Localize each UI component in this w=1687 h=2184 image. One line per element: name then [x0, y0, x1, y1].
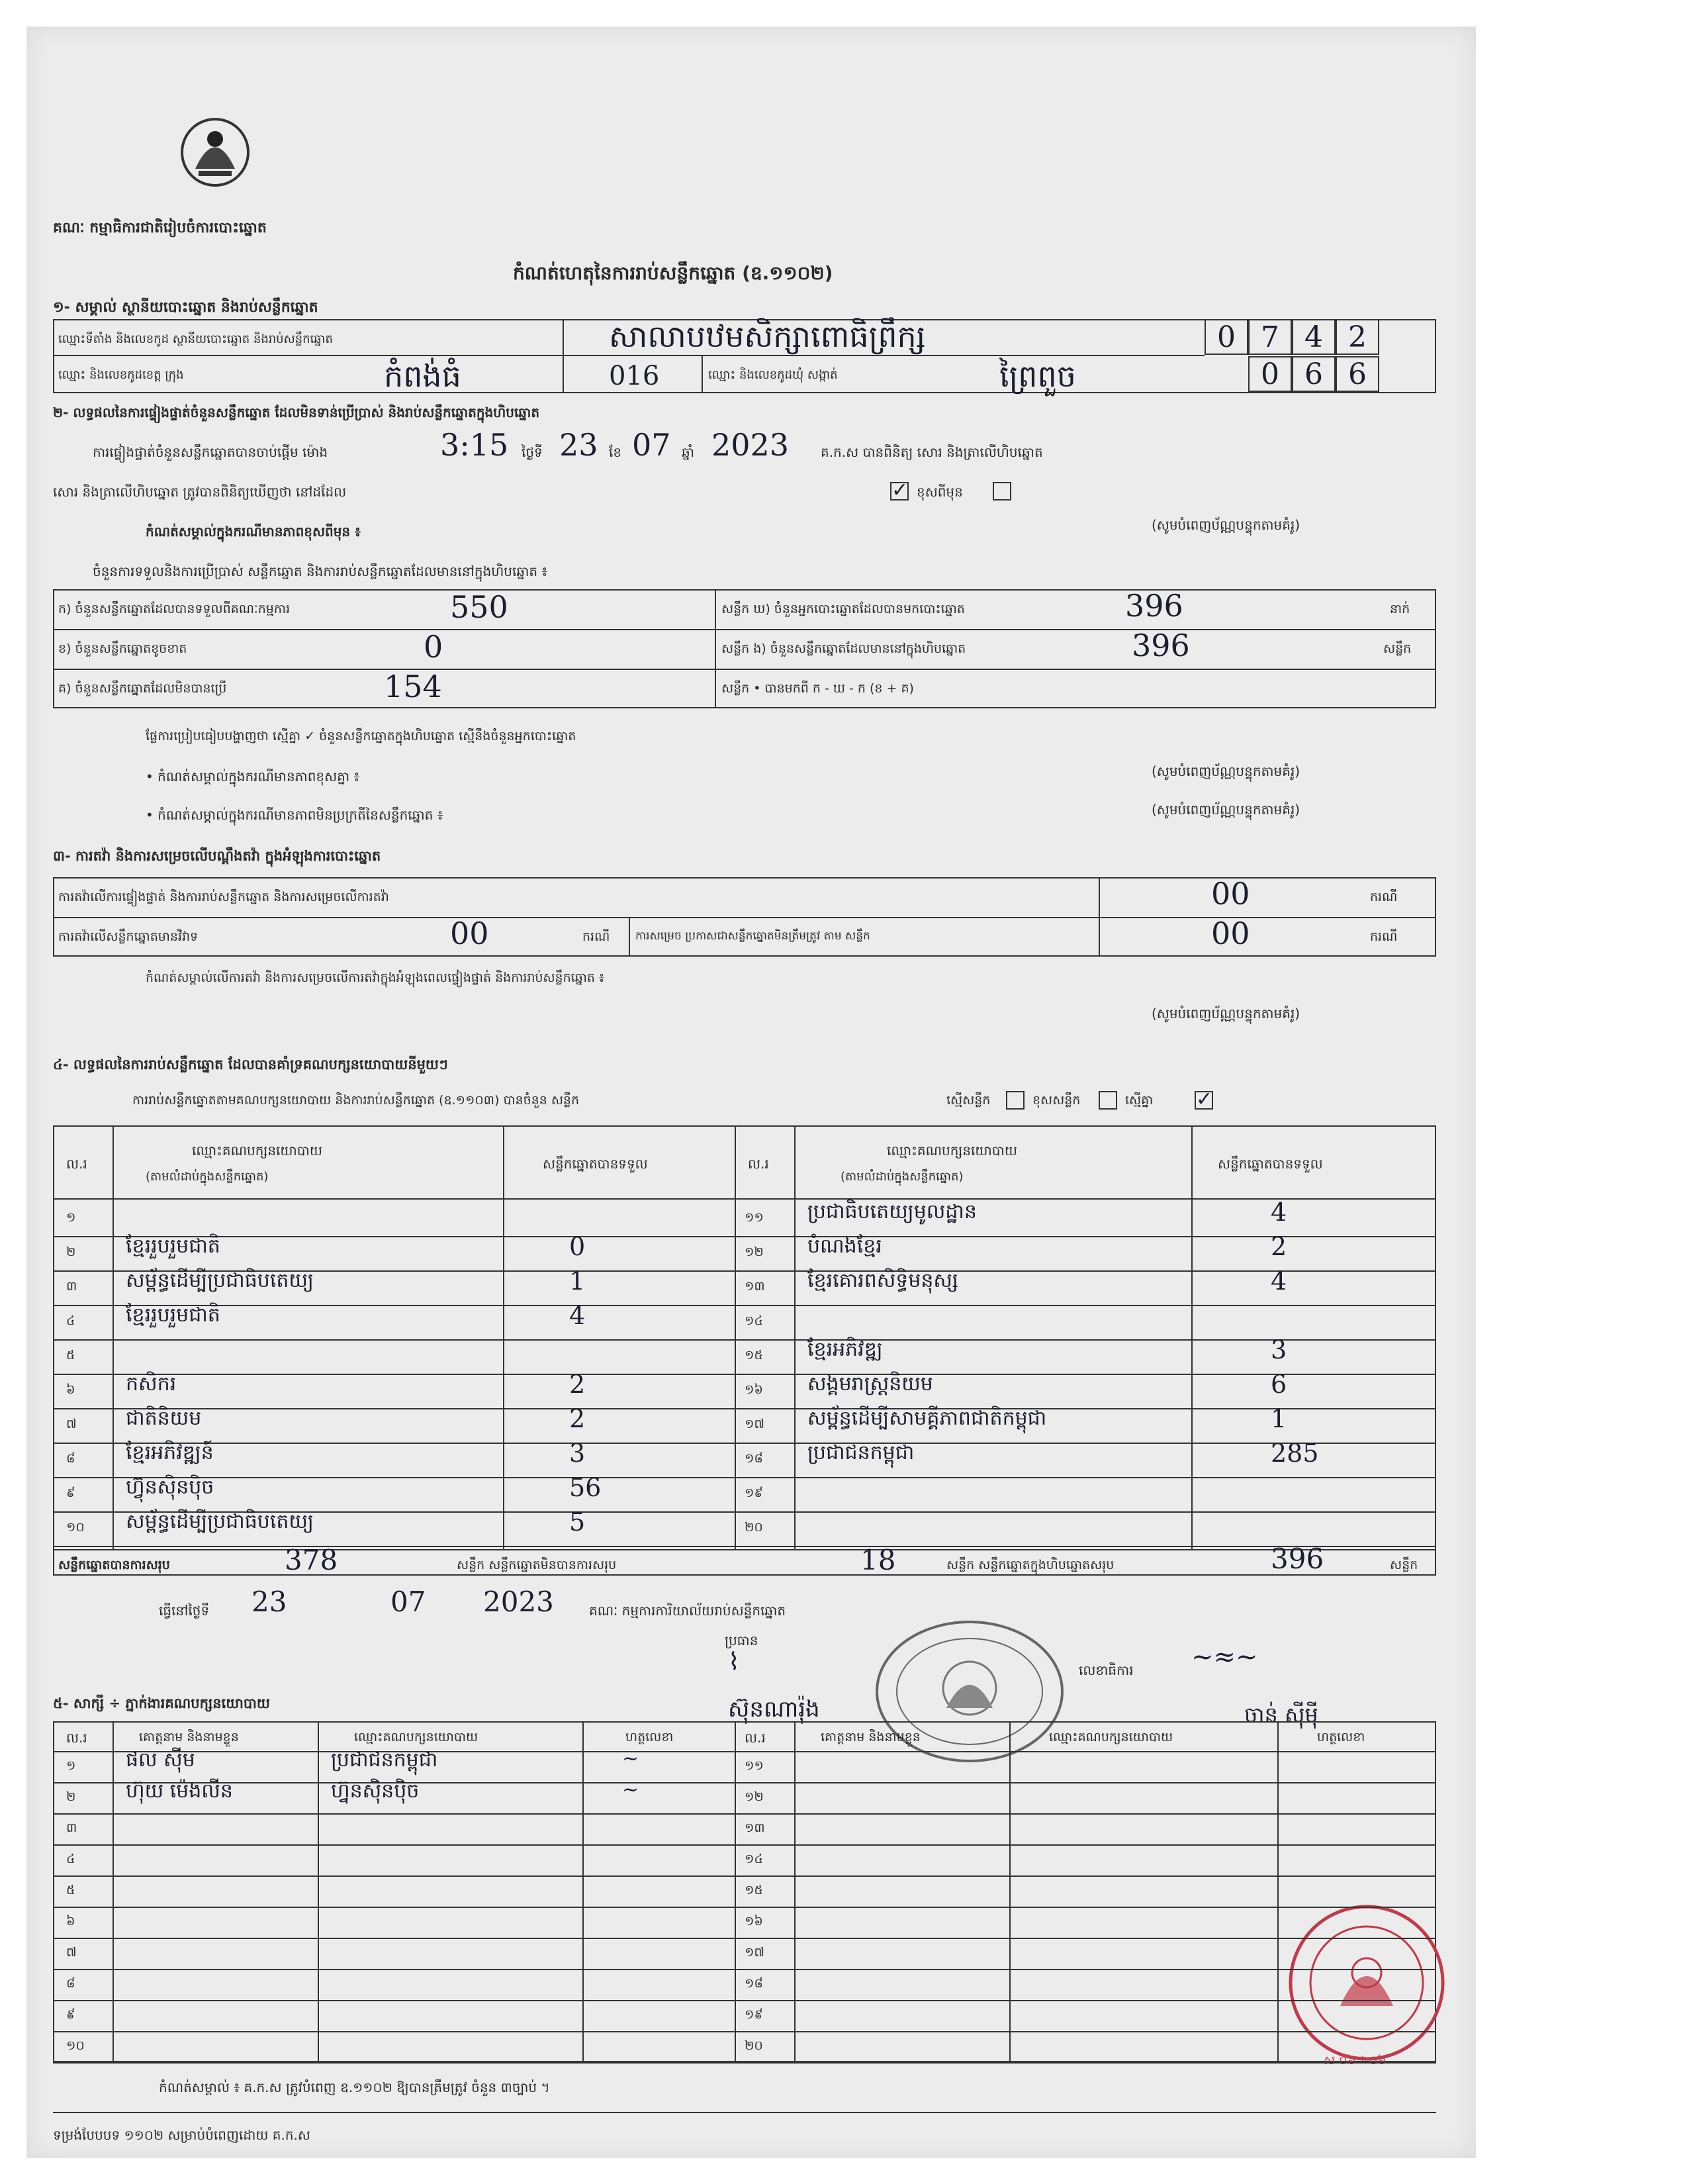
vote-count: 4: [1271, 1266, 1287, 1296]
party-name: ខ្មែរអភិវឌ្ឍន៍: [126, 1441, 214, 1464]
witness-row-number-right: ១៥: [745, 1883, 763, 1897]
vote-count: 56: [569, 1473, 602, 1502]
count-row-d-value: 396: [1125, 588, 1183, 624]
witness-row-number-right: ១៣: [745, 1821, 765, 1835]
witness-row-number: ៨: [66, 1976, 75, 1991]
witness-signature: ~: [622, 1747, 639, 1770]
party-name: ខ្មែររួបរួមជាតិ: [126, 1304, 220, 1327]
complaint-row2-value: 00: [450, 916, 489, 951]
row-number: ១៣: [745, 1279, 765, 1294]
station-label: ឈ្មោះទីតាំង និងលេខកូដ ស្ថានីយបោះឆ្នោត និងរាប់សន្លឹកឆ្នោត: [58, 332, 333, 346]
results-col-party-sub-left: (តាមលំដាប់ក្នុងសន្លឹកឆ្នោត): [146, 1170, 269, 1184]
opt3-checkbox[interactable]: ✓: [1196, 1088, 1213, 1111]
count-row-d-label: សន្លឹក ឃ) ចំនួនអ្នកបោះឆ្នោតដែលបានមកបោះឆ្នោត: [721, 602, 965, 616]
results-col-votes-right: សន្លឹកឆ្នោតបានទទួល: [1218, 1156, 1323, 1172]
witness-col-party-right: ឈ្មោះគណបក្សនយោបាយ: [1049, 1730, 1173, 1744]
witness-row-number-right: ១២: [745, 1789, 764, 1804]
count-row-e-unit: សន្លឹក: [1383, 641, 1412, 656]
party-name: សម្ព័ន្ធដើម្បីប្រជាធិបតេយ្យ: [126, 1269, 314, 1292]
opt2-label: ខុសសន្លឹក: [1032, 1093, 1081, 1108]
emblem-icon: [175, 113, 255, 192]
witness-row-divider: [53, 2000, 1436, 2001]
district-code: 016: [609, 361, 660, 391]
row-number: ៥: [66, 1348, 75, 1362]
party-name: សម្ព័ន្ធដើម្បីសាមគ្គីភាពជាតិកម្ពុជា: [807, 1407, 1047, 1430]
section5-heading: ៥- សាក្សី ÷ ភ្នាក់ងារគណបក្សនយោបាយ: [53, 1695, 270, 1711]
complaint-row2-unit2: ករណី: [1370, 929, 1398, 944]
done-tail: គណៈ កម្មការការិយាល័យរាប់សន្លឹកឆ្នោត: [589, 1603, 786, 1619]
witness-row-number-right: ១៩: [745, 2007, 763, 2022]
done-label: ធ្វើនៅថ្ងៃទី: [159, 1603, 210, 1619]
valid-total: 378: [285, 1544, 338, 1576]
party-name: សម្ព័ន្ធដើម្បីប្រជាធិបតេយ្យ: [126, 1510, 314, 1533]
witness-col-party-left: ឈ្មោះគណបក្សនយោបាយ: [354, 1730, 479, 1744]
witness-row-divider: [53, 2031, 1436, 2032]
opt2-checkbox[interactable]: [1099, 1091, 1117, 1110]
invalid-total-label: សន្លឹក សន្លឹកឆ្នោតមិនបានការសរុប: [457, 1558, 617, 1572]
sign-note-4: (សូមបំពេញប័ណ្ណបន្ទុកតាមគំរូ): [1152, 1006, 1300, 1021]
witness-row-divider: [53, 1938, 1436, 1939]
start-month: 07: [632, 427, 671, 463]
station-code-3: 4: [1292, 319, 1336, 355]
red-seal-icon: [1284, 1900, 1449, 2065]
witness-name: ហ៊ុយ ម៉េងលីន: [126, 1780, 233, 1803]
secretary-label: លេខាធិការ: [1079, 1662, 1134, 1678]
secretary-signature: ចាន់ ស៊ីមុី: [1244, 1702, 1318, 1727]
start-year: 2023: [711, 427, 790, 463]
vote-count: 2: [569, 1404, 586, 1433]
row-number: ១៥: [745, 1348, 763, 1362]
witness-row-number: ៩: [66, 2007, 75, 2022]
commune-code-3: 6: [1336, 356, 1379, 392]
station-code-2: 7: [1248, 319, 1292, 355]
same-checkbox[interactable]: ✓: [891, 479, 909, 502]
count-row-d-unit: នាក់: [1390, 602, 1410, 616]
month-label: ខែ: [609, 444, 622, 460]
party-name: ជាតិនិយម: [126, 1407, 202, 1430]
row-number: ១៨: [745, 1451, 763, 1466]
witness-row-divider: [53, 1875, 1436, 1877]
section2-heading: ២- លទ្ធផលនៃការផ្ទៀងផ្ទាត់ចំនួនសន្លឹកឆ្នោត ដែលមិនទាន់ប្រើប្រាស់ និងរាប់សន្លឹកឆ្នោតក្នុងហិបឆ្នោត: [53, 404, 540, 420]
row-number: ១៦: [745, 1382, 763, 1397]
party-name: ខ្មែរគោរពសិទ្ធិមនុស្ស: [807, 1269, 958, 1292]
party-name: ខ្មែររួបរួមជាតិ: [126, 1235, 220, 1258]
results-col-party-right: ឈ្មោះគណបក្សនយោបាយ: [887, 1143, 1017, 1159]
count-row-c-label: គ) ចំនួនសន្លឹកឆ្នោតដែលមិនបានប្រើ: [58, 681, 227, 696]
witness-col-no-left: ល.រ: [66, 1730, 87, 1746]
count-row-e-label: សន្លឹក ង) ចំនួនសន្លឹកឆ្នោតដែលមាននៅក្នុងហិបឆ្នោត: [721, 641, 966, 656]
row-number: ១០: [66, 1520, 85, 1535]
row-number: ១២: [745, 1245, 764, 1259]
witness-row-number: ៧: [66, 1945, 77, 1960]
vote-count: 0: [569, 1232, 586, 1261]
witness-row-number-right: ១៦: [745, 1914, 763, 1928]
party-name: បំណងខ្មែរ: [807, 1235, 882, 1258]
time-label: ការផ្ទៀងផ្ទាត់ចំនួនសន្លឹកឆ្នោតបានចាប់ផ្តើម ម៉ោង: [93, 444, 328, 460]
opt1-checkbox[interactable]: [1006, 1091, 1025, 1110]
section3-heading: ៣- ការតវ៉ា និងការសម្រេចលើបណ្តឹងតវ៉ា ក្នុងអំឡុងការបោះឆ្នោត: [53, 848, 381, 864]
row-number: ២០: [745, 1520, 763, 1535]
invalid-total: 18: [860, 1544, 896, 1576]
witness-party: ហ្វ៊ុនស៊ិនប៉ិច: [331, 1780, 420, 1803]
witness-row-number: ១០: [66, 2038, 85, 2053]
witness-name: ផល ស៊ីម: [126, 1748, 195, 1772]
sign-note-2: (សូមបំពេញប័ណ្ណបន្ទុកតាមគំរូ): [1152, 763, 1300, 779]
seal-check-line: សោរ និងត្រាលើហិបឆ្នោត ត្រូវបានពិនិត្យឃើញថា នៅដដែល: [53, 484, 347, 500]
vote-count: 5: [569, 1507, 586, 1537]
vote-count: 1: [569, 1266, 586, 1296]
complaint-row2-label: ការតវ៉ាលើសន្លឹកឆ្នោតមានវិវាទ: [58, 929, 199, 944]
witness-row-divider: [53, 1969, 1436, 1970]
org-name: គណៈ កម្មាធិការជាតិរៀបចំការបោះឆ្នោត: [53, 220, 267, 236]
opt3-label: ស្មើគ្នា: [1125, 1093, 1154, 1108]
witness-row-number: ៣: [66, 1821, 77, 1835]
vote-count: 4: [1271, 1198, 1287, 1227]
results-col-no-right: ល.រ: [748, 1156, 769, 1172]
start-day: 23: [559, 427, 598, 463]
count-row-c-value: 154: [384, 669, 442, 704]
form-id: ទម្រង់បែបបទ ១១០២ សម្រាប់បំពេញដោយ គ.ក.ស: [53, 2127, 310, 2143]
vote-count: 2: [1271, 1232, 1287, 1261]
box-total-unit: សន្លឹក: [1390, 1558, 1418, 1572]
complaint-row2-value2: 00: [1211, 916, 1250, 951]
form-title: កំណត់ហេតុនៃការរាប់សន្លឹកឆ្នោត (ឧ.១១០២): [513, 262, 833, 284]
section1-heading: ១- សម្គាល់ ស្ថានីយបោះឆ្នោត និងរាប់សន្លឹកឆ្នោត: [53, 299, 318, 316]
start-time: 3:15: [440, 427, 509, 463]
witness-row-divider: [53, 1813, 1436, 1815]
sign-note-3: (សូមបំពេញប័ណ្ណបន្ទុកតាមគំរូ): [1152, 802, 1300, 818]
changed-checkbox[interactable]: [993, 482, 1011, 500]
results-col-votes-left: សន្លឹកឆ្នោតបានទទួល: [543, 1156, 648, 1172]
row-divider: [735, 1477, 1436, 1478]
row-number: ១១: [745, 1210, 764, 1225]
form-sheet: [26, 26, 1476, 2158]
witness-col-name-left: គោត្តនាម និងនាមខ្លួន: [139, 1730, 239, 1744]
complaint-row1-label: ការតវ៉ាលើការផ្ទៀងផ្ទាត់ និងការរាប់សន្លឹកឆ្នោត និងការសម្រេចលើការតវ៉ា: [58, 890, 389, 904]
row-divider: [53, 1339, 735, 1341]
district-label: ឈ្មោះ និងលេខកូដខេត្ត ក្រុង: [58, 368, 184, 382]
vote-count: 3: [1271, 1335, 1287, 1364]
row-divider: [735, 1305, 1436, 1306]
count-row-f-label: សន្លឹក • បានមកពី ក - ឃ - ក (ខ + គ): [721, 681, 914, 696]
changed-label: ខុសពីមុន: [917, 484, 963, 500]
witness-row-number: ១: [66, 1758, 76, 1773]
party-name: សង្គមរាស្ត្រនិយម: [807, 1372, 933, 1396]
witness-row-number: ៤: [66, 1852, 75, 1866]
witness-row-number-right: ១៨: [745, 1976, 763, 1991]
witness-col-name-right: គោត្តនាម និងនាមខ្លួន: [821, 1730, 921, 1744]
party-name: ខ្មែរអភិវឌ្ឍ: [807, 1338, 883, 1361]
sign-note-1: (សូមបំពេញប័ណ្ណបន្ទុកតាមគំរូ): [1152, 517, 1300, 533]
done-month: 07: [390, 1586, 426, 1618]
witness-row-number-right: ១៧: [745, 1945, 764, 1960]
line1-tail: គ.ក.ស បានពិនិត្យ សោរ និងត្រាលើហិបឆ្នោត: [821, 444, 1043, 460]
done-day: 23: [251, 1586, 287, 1618]
witness-row-number: ៦: [66, 1914, 75, 1928]
row-number: ៨: [66, 1451, 75, 1466]
station-name: សាលាបឋមសិក្សាពោធិព្រឹក្ស: [609, 318, 926, 354]
compare-line: ផ្លែការប្រៀបធៀបបង្ហាញថា ស្មើគ្នា ✓ ចំនួនសន្លឹកឆ្នោតក្នុងហិបឆ្នោត ស្មើនឹងចំនួនអ្នកបោះឆ្នោត: [146, 729, 576, 743]
chair-signature-mark: ⌇: [728, 1648, 740, 1676]
complaint-row2-mid: ការសម្រេច ប្រកាសជាសន្លឹកឆ្នោតមិនត្រឹមត្រូវ តាម សន្លឹក: [635, 929, 870, 943]
chair-label: ប្រធាន: [725, 1633, 758, 1648]
results-col-party-left: ឈ្មោះគណបក្សនយោបាយ: [192, 1143, 322, 1159]
complaint-note: កំណត់សម្គាល់លើការតវ៉ា និងការសម្រេចលើការតវ៉ាក្នុងអំឡុងពេលផ្ទៀងផ្ទាត់ និងការរាប់សន្លឹកឆ្នោត ៖: [146, 971, 605, 985]
vote-count: 285: [1271, 1439, 1319, 1468]
witness-row-divider: [53, 2062, 1436, 2064]
complaint-row1-unit: ករណី: [1370, 890, 1398, 904]
witness-row-divider: [53, 1907, 1436, 1908]
seal-code: ស ០៦ * ០៦: [1324, 2054, 1387, 2067]
station-code-4: 2: [1336, 319, 1379, 355]
row-number: ៧: [66, 1417, 77, 1431]
complaint-row1-value: 00: [1211, 876, 1250, 912]
witness-col-no-right: ល.រ: [745, 1730, 766, 1746]
bullet-1: • កំណត់សម្គាល់ក្នុងករណីមានភាពខុសគ្នា ៖: [146, 769, 360, 784]
count-row-a-label: ក) ចំនួនសន្លឹកឆ្នោតដែលបានទទួលពីគណៈកម្មការ: [58, 602, 290, 616]
row-number: ១៤: [745, 1313, 763, 1328]
section4-heading: ៤- លទ្ធផលនៃការរាប់សន្លឹកឆ្នោត ដែលបានគាំទ្រគណបក្សនយោបាយនីមួយៗ: [53, 1057, 448, 1072]
witness-row-number-right: ១១: [745, 1758, 764, 1773]
chair-signature: ស៊ុនណារ៉ុង: [728, 1696, 820, 1723]
row-divider: [735, 1511, 1436, 1513]
row-divider: [735, 1546, 1436, 1547]
box-total: 396: [1271, 1543, 1324, 1575]
row-number: ១៧: [745, 1417, 764, 1431]
vote-count: 3: [569, 1439, 586, 1468]
row-divider: [53, 1546, 735, 1547]
section4-subline: ការរាប់សន្លឹកឆ្នោតតាមគណបក្សនយោបាយ និងការរាប់សន្លឹកឆ្នោត (ឧ.១១០៣) បានចំនួន សន្លឹក: [132, 1093, 580, 1108]
row-number: ៤: [66, 1313, 75, 1328]
year-label: ឆ្នាំ: [682, 444, 695, 460]
commune-code-2: 6: [1292, 356, 1336, 392]
commune-name: ព្រៃពួច: [999, 358, 1076, 394]
party-name: ហ៊្វុនស៊ិនប៉ិច: [126, 1476, 214, 1499]
opt1-label: ស្មើសន្លឹក: [946, 1093, 991, 1108]
vote-count: 2: [569, 1370, 586, 1399]
results-col-no-left: ល.រ: [66, 1156, 87, 1172]
count-row-b-value: 0: [424, 629, 443, 665]
commune-code-1: 0: [1248, 356, 1292, 392]
secretary-signature-mark: ~≈~: [1191, 1642, 1258, 1672]
count-row-e-value: 396: [1132, 628, 1190, 663]
bullet-2: • កំណត់សម្គាល់ក្នុងករណីមានភាពមិនប្រក្រតីនៃសន្លឹកឆ្នោត ៖: [146, 807, 443, 823]
witness-row-number-right: ២០: [745, 2038, 763, 2053]
witness-row-number: ២: [66, 1789, 76, 1804]
day-label: ថ្ងៃទី: [522, 444, 543, 460]
vote-count: 1: [1271, 1404, 1287, 1433]
count-intro: ចំនួនការទទួលនិងការប្រើប្រាស់ សន្លឹកឆ្នោត និងការរាប់សន្លឹកឆ្នោតដែលមាននៅក្នុងហិបឆ្នោត ៖: [93, 563, 548, 579]
results-col-party-sub-right: (តាមលំដាប់ក្នុងសន្លឹកឆ្នោត): [841, 1170, 964, 1184]
witness-row-number: ៥: [66, 1883, 75, 1897]
district-name: កំពង់ធំ: [384, 358, 461, 394]
box-total-label: សន្លឹក សន្លឹកឆ្នោតក្នុងហិបឆ្នោតសរុប: [946, 1558, 1115, 1572]
valid-total-label: សន្លឹកឆ្នោតបានការសរុប: [58, 1558, 170, 1572]
commune-label: ឈ្មោះ និងលេខកូដឃុំ សង្កាត់: [708, 368, 838, 382]
station-code-1: 0: [1205, 319, 1248, 355]
witness-col-sign-right: ហត្ថលេខា: [1317, 1730, 1365, 1744]
count-row-a-value: 550: [450, 589, 508, 625]
vote-count: 6: [1271, 1370, 1287, 1399]
complaint-row2-unit: ករណី: [582, 929, 610, 944]
row-number: ៦: [66, 1382, 75, 1397]
row-number: ២: [66, 1245, 76, 1259]
witness-party: ប្រជាជនកម្ពុជា: [331, 1748, 438, 1772]
vote-count: 4: [569, 1301, 586, 1330]
footer-note: កំណត់សម្គាល់ ៖ គ.ក.ស ត្រូវបំពេញ ឧ.១១០២ ឱ្យបានត្រឹមត្រូវ ចំនួន ៣ច្បាប់ ។: [159, 2079, 550, 2095]
done-year: 2023: [483, 1586, 554, 1618]
row-number: ៩: [66, 1486, 75, 1500]
row-number: ១: [66, 1210, 76, 1225]
row-number: ១៩: [745, 1486, 763, 1500]
witness-row-number-right: ១៤: [745, 1852, 763, 1866]
party-name: ប្រជាជនកម្ពុជា: [807, 1441, 915, 1464]
party-name: កសិករ: [126, 1372, 177, 1396]
witness-signature: ~: [622, 1778, 639, 1801]
note-label: កំណត់សម្គាល់ក្នុងករណីមានភាពខុសពីមុន ៖: [146, 524, 361, 540]
row-number: ៣: [66, 1279, 77, 1294]
witness-row-divider: [53, 1844, 1436, 1846]
witness-col-sign-left: ហត្ថលេខា: [625, 1730, 674, 1744]
count-row-b-label: ខ) ចំនួនសន្លឹកឆ្នោតខូចខាត: [58, 641, 187, 656]
witness-row-divider: [53, 1782, 1436, 1783]
party-name: ប្រជាធិបតេយ្យមូលដ្ឋាន: [807, 1200, 977, 1223]
